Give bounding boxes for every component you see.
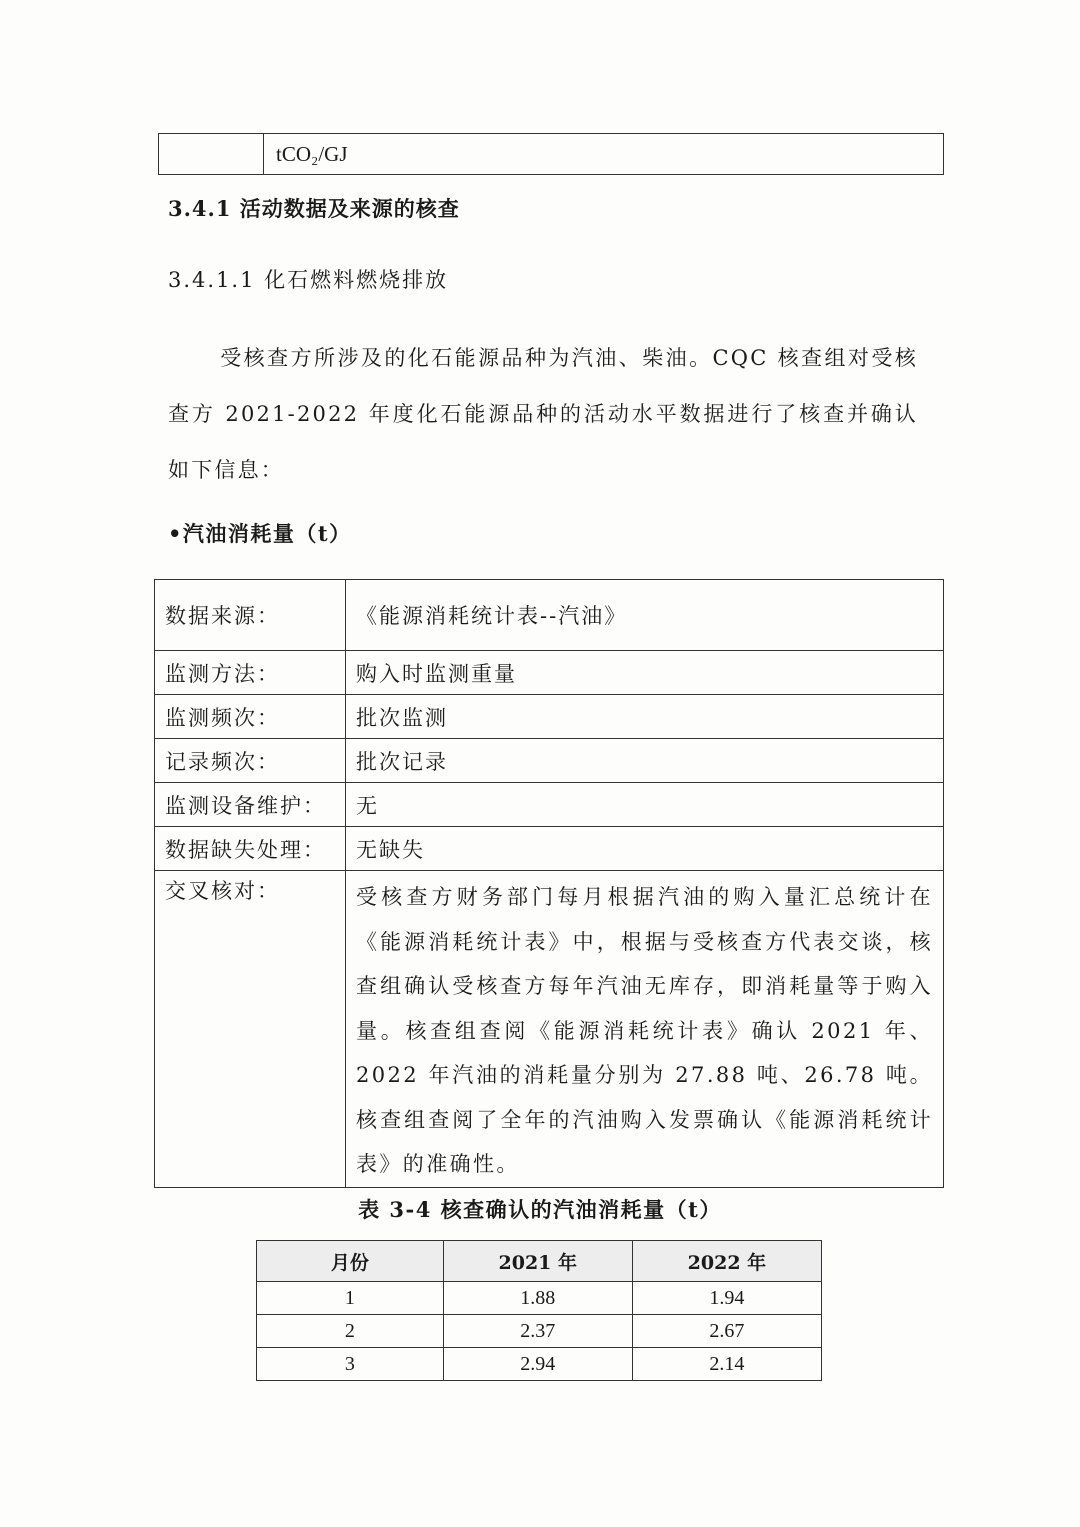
consumption-table: [256, 1240, 822, 1381]
row-value: 购入时监测重量: [346, 651, 944, 695]
table-cell: 2.94: [443, 1348, 632, 1381]
table-row: [257, 1348, 822, 1381]
bullet-title: •汽油消耗量（t）: [168, 521, 352, 546]
intro-text: 受核查方所涉及的化石能源品种为汽油、柴油。CQC 核查组对受核查方 2021-2022 年度化石能源品种的活动水平数据进行了核查并确认如下信息：: [168, 346, 918, 482]
row-value: 无缺失: [346, 827, 944, 871]
table-row: [155, 739, 944, 783]
table-row: [155, 783, 944, 827]
row-label: 监测频次：: [155, 695, 346, 739]
row-label: 数据来源：: [155, 580, 346, 651]
row-label: 交叉核对：: [155, 871, 346, 1188]
table-row: [155, 871, 944, 1188]
table-row: [155, 651, 944, 695]
column-header: 2021 年: [443, 1241, 632, 1282]
row-label: 记录频次：: [155, 739, 346, 783]
continuation-table: [158, 133, 944, 175]
column-header: 月份: [257, 1241, 444, 1282]
table-cell: 1.94: [632, 1282, 821, 1315]
table-cell: 3: [257, 1348, 444, 1381]
sub-heading: 3.4.1.1 化石燃料燃烧排放: [168, 268, 449, 292]
table-row: [159, 134, 944, 175]
column-header: 2022 年: [632, 1241, 821, 1282]
table-cell: 1: [257, 1282, 444, 1315]
row-value: 批次监测: [346, 695, 944, 739]
table-row: [257, 1282, 822, 1315]
row-label: 数据缺失处理：: [155, 827, 346, 871]
table-row: [155, 580, 944, 651]
table-cell: 2.67: [632, 1315, 821, 1348]
row-value: 受核查方财务部门每月根据汽油的购入量汇总统计在《能源消耗统计表》中，根据与受核查方代表交谈，核查组确认受核查方每年汽油无库存，即消耗量等于购入量。核查组查阅《能源消耗统计表》确认 2021 年、2022 年汽油的消耗量分别为 27.88 吨、26.78 吨。核查组查阅了全年的汽油购入发票确认《能源消耗统计表》的准确性。: [346, 871, 944, 1188]
row-value: 批次记录: [346, 739, 944, 783]
section-heading: 3.4.1 活动数据及来源的核查: [168, 196, 460, 221]
table-cell: 2.14: [632, 1348, 821, 1381]
row-label: 监测设备维护：: [155, 783, 346, 827]
table-cell: 2: [257, 1315, 444, 1348]
table-header-row: [257, 1241, 822, 1282]
unit-cell: tCO₂/GJ: [264, 134, 944, 175]
table-row: [257, 1315, 822, 1348]
table-cell: 2.37: [443, 1315, 632, 1348]
table-cell: 1.88: [443, 1282, 632, 1315]
table-cell: [159, 134, 264, 175]
row-value: 无: [346, 783, 944, 827]
table-row: [155, 827, 944, 871]
intro-paragraph: [168, 330, 918, 498]
table-row: [155, 695, 944, 739]
row-value: 《能源消耗统计表--汽油》: [346, 580, 944, 651]
row-label: 监测方法：: [155, 651, 346, 695]
gasoline-info-table: [154, 579, 944, 1188]
table-caption: 表 3-4 核查确认的汽油消耗量（t）: [358, 1197, 722, 1222]
